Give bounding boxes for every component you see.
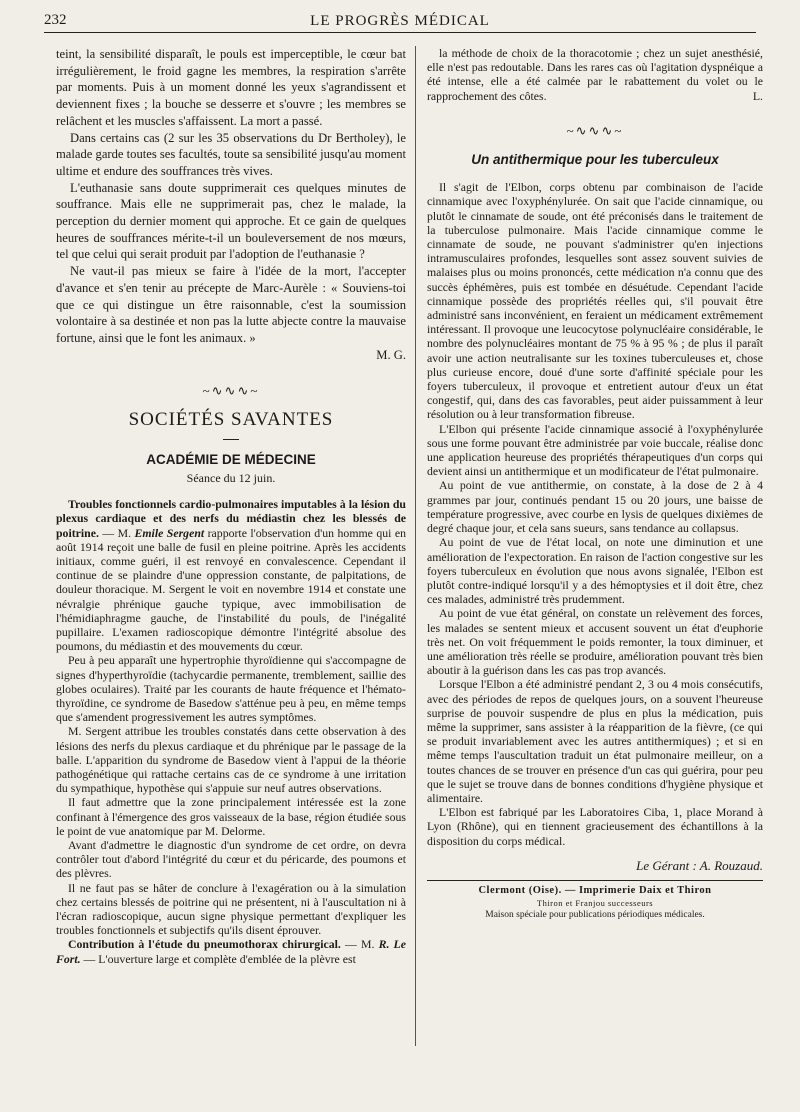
intro-signature: M. G. xyxy=(376,347,406,362)
article-paragraph: Au point de vue état général, on constate un relèvement des forces, les malades se sentent mieux et accusent souvent un état d'euphorie très net. On voit fréquemment le poids remonter, la toux diminuer, et une amélioration très réelle se produire, amélioration pouvant très bien aboutir à la guérison dans les cas pas trop avancés. xyxy=(427,606,763,678)
article-sergent: Troubles fonctionnels cardio-pulmonaires imputables à la lésion du plexus cardiaque et des nerfs du médiastin chez les blessés de poitrine. — M. Emile Sergent rapporte l'observation d'un homme qui en août 1914 reçoit une balle de fusil en pleine poitrine. Après les accidents initiaux, comme guéri, il est renvoyé en convalescence. Cependant il continue de se plaindre d'une oppression constante, de palpitations, de douleur thoracique. M. Sergent le voit en novembre 1914 et constate une névralgie phrénique gauche typique, avec immobilisation de l'hémidiaphragme gauche, de l'instabilité du pouls, de l'inégalité pupillaire. L'examen radioscopique démontre l'intégrité absolue des poumons, du médiastin et des mouvements du cœur. Peu à peu apparaît une hypertrophie thyroïdienne qui s'accompagne de signes d'hyperthyroïdie (tachycardie permanente, tremblement, saillie des globes oculaires). Traité par les courants de haute fréquence et l'hémato-thyroïdine, ce syndrome de Basedow s'atténue peu à peu, en même temps que s'amendent progressivement les autres symptômes. M. Sergent attribue les troubles constatés dans cette observation à des lésions des nerfs du plexus cardiaque et du phrénique par le passage de la balle. L'apparition du syndrome de Basedow vient à l'appui de la théorie pathogénétique qui rattache certains cas de ce syndrome à une irritation du sympathique, hypothèse qui s'appuie sur neuf autres observations. Il faut admettre que la zone principalement intéressée est la zone confinant à l'émergence des gros vaisseaux de la base, région étudiée sous le point de vue anatomique par M. Delorme. Avant d'admettre le diagnostic d'un syndrome de cet ordre, on devra contrôler tout d'abord l'intégrité du cœur et du péricarde, des poumons et des plèvres. Il ne faut pas se hâter de conclure à l'exagération ou à la simulation chez certains blessés de poitrine qui ne présentent, ni à l'auscultation ni à l'écran radioscopique, aucun signe physique permettant d'expliquer les troubles fonctionnels et subjectifs qu'ils disent éprouver. Contribution à l'étude du pneumothorax chirurgical. — M. R. Le Fort. — L'ouverture large et complète d'emblée de la plèvre est xyxy=(56,497,407,966)
article-paragraph: rapporte l'observation d'un homme qui en août 1914 reçoit une balle de fusil en pleine poitrine. Après les accidents initiaux, comme guéri, il est renvoyé en convalescence. Cependant il continue de se plaindre d'une oppression constante, de palpitations, de douleur thoracique. M. Sergent le voit en novembre 1914 et constate une névralgie phrénique gauche typique, avec immobilisation de l'hémidiaphragme gauche, de l'instabilité du pouls, de l'inégalité pupillaire. L'examen radioscopique démontre l'intégrité absolue des poumons, du médiastin et des mouvements du cœur. xyxy=(56,525,407,654)
continued-article xyxy=(427,46,763,103)
article-paragraph: Lorsque l'Elbon a été administré pendant 2, 3 ou 4 mois consécutifs, avec des périodes de repos de quelques jours, on a souvent l'heureuse surprise de pouvoir suspendre de plus en plus la médication, puis même la supprimer, sans assister à la réapparition de la fièvre, (ce qui se produit invariablement avec les autres antithermiques) ; et si en même temps l'auscultation traduit un état pulmonaire meilleur, on a toutes chances de se trouver en présence d'un cas qui guérira, pour peu que le sujet se trouve dans de bonnes conditions d'hygiène physique et alimentaire. xyxy=(427,677,763,805)
imprint-line: Thiron et Franjou successeurs xyxy=(536,898,654,909)
article-author: Emile Sergent xyxy=(134,525,205,540)
left-column xyxy=(56,46,406,966)
article-paragraph: Il faut admettre que la zone principalement intéressée est la zone confinant à l'émergence des gros vaisseaux de la base, région étudiée sous le point de vue anatomique par M. Delorme. xyxy=(56,795,406,838)
article-paragraph: M. Sergent attribue les troubles constatés dans cette observation à des lésions des nerfs du plexus cardiaque et du phrénique par le passage de la balle. L'apparition du syndrome de Basedow vient à l'appui de la théorie pathogénétique qui rattache certains cas de ce syndrome à une irritation du sympathique, hypothèse qui s'appuie sur neuf autres observations. xyxy=(56,724,406,796)
right-column xyxy=(427,46,763,921)
article-elbon xyxy=(427,180,763,848)
intro-paragraph: Dans certains cas (2 sur les 35 observations du Dr Bertholey), le malade garde toutes ses facultés, toute sa sensibilité jusqu'au moment ultime et endure des souffrances très vives. xyxy=(56,130,406,178)
article-paragraph: Avant d'admettre le diagnostic d'un syndrome de cet ordre, on devra contrôler tout d'abord l'intégrité du cœur et du péricarde, des poumons et des plèvres. xyxy=(56,838,406,881)
intro-paragraph: Ne vaut-il pas mieux se faire à l'idée de la mort, l'accepter d'avance et s'en tenir au précepte de Marc-Aurèle : « Souviens-toi que ce qui distingue un être raisonnable, c'est la soumission volontaire à sa destinée et non pas la lutte abjecte contre la mauvaise fortune, ainsi que le font les animaux. » xyxy=(56,264,406,345)
article-title: Troubles fonctionnels cardio-pulmonaires imputables à la lésion du plexus cardiaque et des nerfs du médiastin chez les blessés de poitrine. xyxy=(56,497,406,540)
intro-paragraph: teint, la sensibilité disparaît, le pouls est imperceptible, le cœur bat irrégulièrement, le froid gagne les membres, la respiration s'arrête par moments. Puis à un moment donné les yeux s'agrandissent et deviennent fixes ; la bouche se desserre et s'ouvre ; les membres se relâchent et les muscles s'affaissent. La mort a passé. xyxy=(56,47,406,128)
ornament-divider: ~∿∿∿~ xyxy=(202,383,260,399)
short-rule xyxy=(223,439,239,440)
article-paragraph: L'Elbon qui présente l'acide cinnamique associé à l'oxyphénylurée sous une forme pouvant être administrée par voie buccale, réalise donc une application heureuse des propriétés thérapeutiques d'un corps qui devient ainsi un antithermique et un modificateur de l'état pulmonaire. xyxy=(427,421,763,479)
article-paragraph: Peu à peu apparaît une hypertrophie thyroïdienne qui s'accompagne de signes d'hyperthyroïdie (tachycardie permanente, tremblement, saillie des globes oculaires). Traité par les courants de haute fréquence et l'hémato-thyroïdine, ce syndrome de Basedow s'atténue peu à peu, en même temps que s'amendent progressivement les autres symptômes. xyxy=(56,653,406,725)
imprint-line: Clermont (Oise). — Imprimerie Daix et Thiron xyxy=(478,885,712,897)
article-paragraph: Au point de vue de l'état local, on note une diminution et une amélioration de l'expectoration. En raison de l'action congestive sur les foyers tuberculeux en évolution que nous avons signalée, l'Elbon est plutôt contre-indiqué lorsqu'il y a des hémoptysies et il doit être, chez ces malades, administré très prudemment. xyxy=(427,535,763,607)
journal-title: LE PROGRÈS MÉDICAL xyxy=(310,13,490,29)
article-title: Contribution à l'étude du pneumothorax chirurgical. xyxy=(68,937,341,952)
page-number: 232 xyxy=(44,12,67,28)
article-paragraph: Il ne faut pas se hâter de conclure à l'exagération ou à la simulation chez certains blessés de poitrine qui ne présentent, ni à l'auscultation ni à l'écran radioscopique, aucun signe physique permettant d'expliquer les troubles fonctionnels et subjectifs qu'ils disent éprouver. xyxy=(56,880,406,938)
article-paragraph: L'Elbon est fabriqué par les Laboratoires Ciba, 1, place Morand à Lyon (Rhône), qui en tiennent gracieusement des échantillons à la disposition du corps médical. xyxy=(427,805,763,848)
intro-paragraph: L'euthanasie sans doute supprimerait ces quelques minutes de souffrance. Mais elle ne supprimerait pas, chez le malade, la perception du dernier moment qui approche. Et ce gain de quelques heures de souffrances mérite-t-il un bouleversement de nos mœurs, tel que celui qui serait produit par l'adoption de l'euthanasie ? xyxy=(56,180,406,262)
imprint-line: Maison spéciale pour publications périodiques médicales. xyxy=(485,910,705,921)
running-header xyxy=(44,12,756,33)
article-paragraph: Au point de vue antithermie, on constate, à la dose de 2 à 4 grammes par jour, continués pendant 15 ou 20 jours, une baisse de température progressive, avec courbe en lysis de quelques dixièmes de degré chaque jour, et cela sans sueurs, sans tendance au collapsus. xyxy=(427,478,763,536)
printer-imprint xyxy=(427,880,763,921)
session-date: Séance du 12 juin. xyxy=(186,471,276,486)
manager-signature xyxy=(427,858,763,875)
academy-title: ACADÉMIE DE MÉDECINE xyxy=(146,451,316,467)
article-author: R. Le Fort. xyxy=(56,937,407,966)
column-divider xyxy=(415,46,416,1046)
article-paragraph: L'ouverture large et complète d'emblée de la plèvre est xyxy=(98,951,356,966)
continued-paragraph: la méthode de choix de la thoracotomie ; chez un sujet anesthésié, elle n'est pas redoutable. Dans les rares cas où l'agitation dyspnéique a été intense, elle a été calmée par le rabattement du volet ou le rapprochement des côtes. xyxy=(427,46,763,103)
section-title: Un antithermique pour les tuberculeux xyxy=(471,151,719,167)
ornament-divider: ~∿∿∿~ xyxy=(566,122,624,138)
article-paragraph: Il s'agit de l'Elbon, corps obtenu par combinaison de l'acide cinnamique avec l'oxyphénylurée. On sait que l'acide cinnamique, ou plutôt le cinnamate de soude, ont été préconisés dans le traitement de la tuberculose pulmonaire. Mais l'acide cinnamique comme le cinnamate de soude, ne pouvant s'administrer qu'en injections intramusculaires profondes, lesquelles sont assez souvent suivies de malaises plus ou moins prononcés, cette médication n'a connu que des succès éphémères, puis est tombée en désuétude. Cependant l'acide cinnamique possède des propriétés réelles qui, s'il pouvait être administré sans inconvénient, en feraient un médicament extrêmement intéressant. Il provoque une leucocytose polynucléaire considérable, le nombre des polynucléaires montant de 75 % à 95 % ; de plus il paraît avoir une action neutralisante sur les toxines tuberculeuses et, chose plus curieuse encore, doué d'une sorte d'affinité spéciale pour les foyers tuberculeux, il provoque et entretient autour d'eux un état congestif, qui, dans des cas favorables, peut aider puissamment à leur résolution ou à leur transformation fibreuse. xyxy=(427,180,763,422)
gerant-text: Le Gérant : A. Rouzaud. xyxy=(636,857,763,873)
continued-signature: L. xyxy=(752,88,763,103)
section-title: SOCIÉTÉS SAVANTES xyxy=(128,409,334,431)
